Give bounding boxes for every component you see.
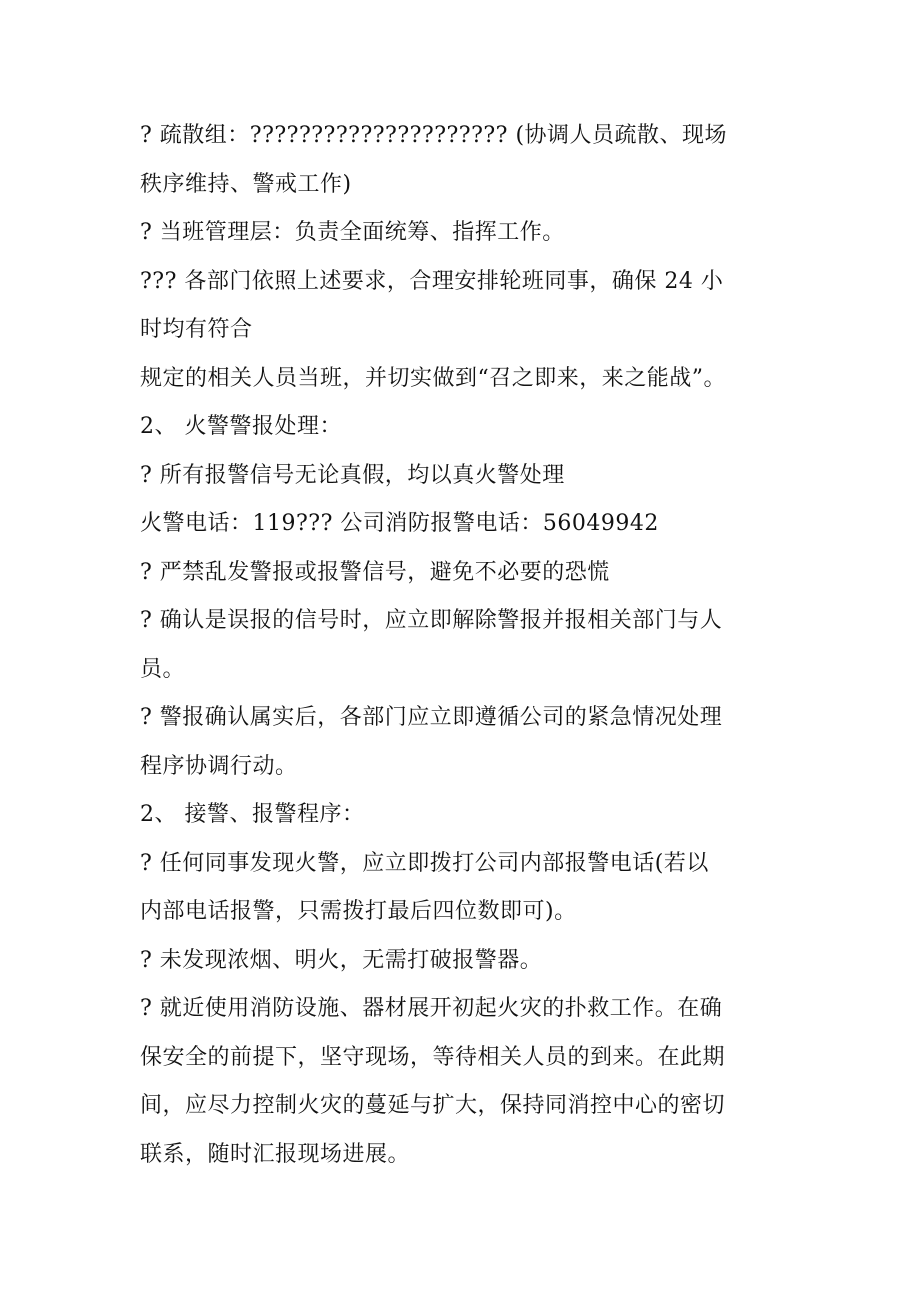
text-line: 保安全的前提下，坚守现场，等待相关人员的到来。在此期 xyxy=(140,1044,726,1070)
text-line: 火警电话：119??? 公司消防报警电话：56049942 xyxy=(140,511,659,536)
text-line: 规定的相关人员当班，并切实做到“召之即来，来之能战”。 xyxy=(140,365,726,391)
text-line: 间，应尽力控制火灾的蔓延与扩大，保持同消控中心的密切 xyxy=(140,1093,726,1118)
text-line: ? 严禁乱发警报或报警信号，避免不必要的恐慌 xyxy=(140,559,610,585)
text-line: 时均有符合 xyxy=(140,317,253,342)
text-line: ? 疏散组：????????????????????? (协调人员疏散、现场 xyxy=(140,123,728,148)
document-body xyxy=(140,112,790,1179)
text-line: ? 警报确认属实后，各部门应立即遵循公司的紧急情况处理 xyxy=(140,705,723,730)
text-line: ? 当班管理层：负责全面统筹、指挥工作。 xyxy=(140,220,565,245)
text-line: ? 任何同事发现火警，应立即拨打公司内部报警电话(若以 xyxy=(140,850,709,876)
text-line: 内部电话报警，只需拨打最后四位数即可)。 xyxy=(140,899,577,924)
text-line: ??? 各部门依照上述要求，合理安排轮班同事，确保 24 小 xyxy=(140,268,724,294)
text-line: ? 所有报警信号无论真假，均以真火警处理 xyxy=(140,462,565,488)
section-heading: 2、 接警、报警程序： xyxy=(140,802,365,827)
text-line: ? 就近使用消防设施、器材展开初起火灾的扑救工作。在确 xyxy=(140,996,723,1021)
text-line: ? 未发现浓烟、明火，无需打破报警器。 xyxy=(140,947,543,973)
text-line: 秩序维持、警戒工作) xyxy=(140,171,352,197)
text-line: ? 确认是误报的信号时，应立即解除警报并报相关部门与人 xyxy=(140,608,723,633)
text-line: 程序协调行动。 xyxy=(140,753,298,779)
text-line: 联系，随时汇报现场进展。 xyxy=(140,1141,411,1167)
section-heading: 2、 火警警报处理： xyxy=(140,414,342,439)
text-line: 员。 xyxy=(140,656,186,682)
